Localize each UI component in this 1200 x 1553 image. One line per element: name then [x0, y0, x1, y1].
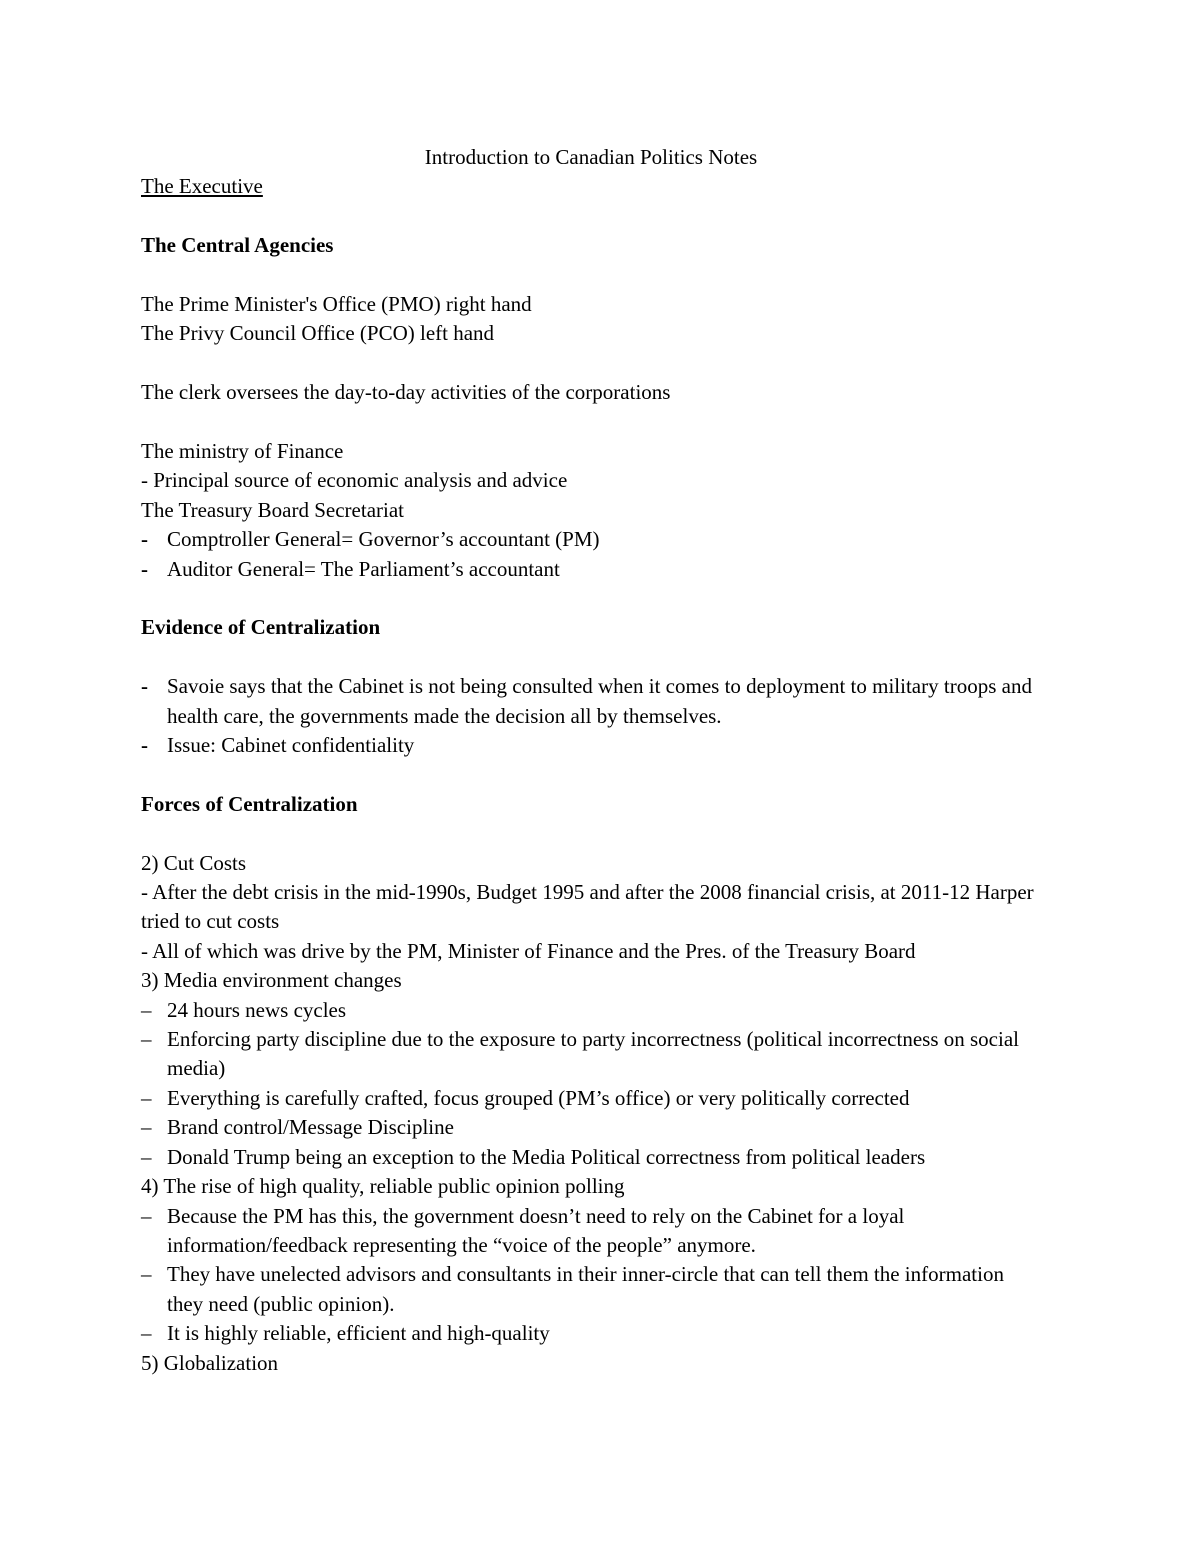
globalization-label: 5) Globalization	[141, 1350, 279, 1375]
document-title: Introduction to Canadian Politics Notes	[424, 145, 758, 169]
bullet-text: Comptroller General= Governor’s accountant (PM)	[167, 527, 600, 552]
bullet-marker: –	[141, 1321, 152, 1346]
bullet-text: Everything is carefully crafted, focus grouped (PM’s office) or very politically corrected	[167, 1085, 910, 1110]
bullet-text: It is highly reliable, efficient and high-quality	[167, 1321, 550, 1346]
cut-costs-label: 2) Cut Costs	[141, 850, 247, 875]
media-bullet-list	[141, 996, 1041, 1172]
finance-line: The ministry of Finance	[141, 439, 344, 463]
cut-costs-line: - All of which was drive by the PM, Minister of Finance and the Pres. of the Treasury Board	[141, 938, 916, 963]
bullet-text: Donald Trump being an exception to the Media Political correctness from political leaders	[167, 1144, 926, 1169]
bullet-marker: -	[141, 733, 148, 758]
finance-detail: - Principal source of economic analysis and advice	[141, 468, 568, 493]
bullet-marker: -	[141, 527, 148, 552]
section-label: The Executive	[141, 174, 263, 199]
bullet-marker: -	[141, 674, 148, 699]
polling-label: 4) The rise of high quality, reliable public opinion polling	[141, 1174, 625, 1199]
bullet-text: Issue: Cabinet confidentiality	[167, 733, 415, 758]
treasury-bullet-list	[141, 525, 1041, 584]
bullet-marker: –	[141, 1027, 152, 1052]
forces-heading: Forces of Centralization	[141, 791, 358, 816]
polling-bullet-list	[141, 1202, 1041, 1349]
clerk-line: The clerk oversees the day-to-day activities of the corporations	[141, 380, 671, 405]
bullet-text: They have unelected advisors and consultants in their inner-circle that can tell them the information they need (public opinion).	[167, 1262, 1004, 1316]
pmo-line: The Prime Minister's Office (PMO) right hand	[141, 292, 532, 316]
evidence-bullet-list	[141, 672, 1041, 760]
bullet-marker: –	[141, 1203, 152, 1228]
list-item	[141, 672, 1041, 731]
list-item	[141, 525, 1041, 554]
pco-line: The Privy Council Office (PCO) left hand	[141, 321, 495, 346]
evidence-heading: Evidence of Centralization	[141, 615, 381, 640]
list-item	[141, 1084, 1041, 1113]
central-agencies-heading: The Central Agencies	[141, 233, 334, 258]
bullet-marker: –	[141, 997, 152, 1022]
bullet-text: Savoie says that the Cabinet is not being consulted when it comes to deployment to military troops and health care, the governments made the decision all by themselves.	[167, 674, 1032, 728]
document-page	[141, 143, 1041, 1378]
bullet-text: 24 hours news cycles	[167, 997, 347, 1022]
list-item	[141, 1202, 1041, 1261]
bullet-text: Because the PM has this, the government doesn’t need to rely on the Cabinet for a loyal information/feedback representing the “voice of the people” anymore.	[167, 1203, 905, 1257]
list-item	[141, 1113, 1041, 1142]
list-item	[141, 731, 1041, 760]
bullet-text: Auditor General= The Parliament’s accountant	[167, 556, 560, 581]
list-item	[141, 996, 1041, 1025]
media-label: 3) Media environment changes	[141, 968, 402, 993]
list-item	[141, 1025, 1041, 1084]
list-item	[141, 555, 1041, 584]
list-item	[141, 1143, 1041, 1172]
bullet-text: Enforcing party discipline due to the exposure to party incorrectness (political incorrectness on social media)	[167, 1027, 1019, 1081]
bullet-marker: –	[141, 1144, 152, 1169]
bullet-marker: –	[141, 1262, 152, 1287]
bullet-marker: -	[141, 556, 148, 581]
cut-costs-line: - After the debt crisis in the mid-1990s, Budget 1995 and after the 2008 financial crisis, at 2011-12 Harper tried to cut costs	[141, 880, 1034, 934]
bullet-text: Brand control/Message Discipline	[167, 1115, 454, 1140]
list-item	[141, 1319, 1041, 1348]
bullet-marker: –	[141, 1115, 152, 1140]
bullet-marker: –	[141, 1085, 152, 1110]
list-item	[141, 1260, 1041, 1319]
treasury-line: The Treasury Board Secretariat	[141, 497, 405, 522]
